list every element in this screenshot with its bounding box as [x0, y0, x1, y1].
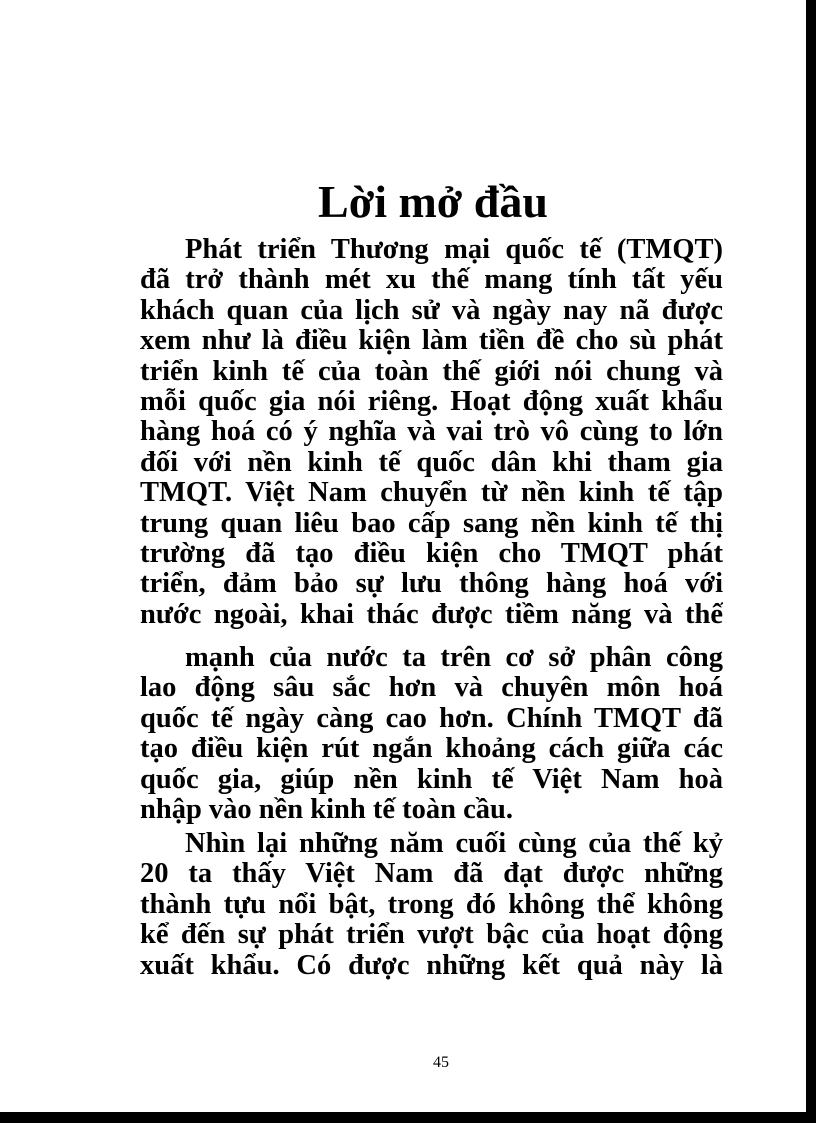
text-line: đối với nền kinh tế quốc dân khi tham gia	[140, 447, 723, 478]
page-title: Lời mở đầu	[318, 176, 548, 227]
text-line: 20 ta thấy Việt Nam đã đạt được những	[140, 859, 723, 890]
paragraph-3	[140, 829, 723, 981]
text-line: hàng hoá có ý nghĩa và vai trò vô cùng to lớn	[140, 417, 723, 448]
scan-edge-right	[806, 0, 816, 1123]
paragraph-2	[140, 643, 723, 825]
text-line: xuất khẩu. Có được những kết quả này là	[140, 950, 723, 981]
scan-edge-bottom	[0, 1112, 816, 1123]
text-line: Phát triển Thương mại quốc tế (TMQT)	[185, 235, 723, 265]
text-line: Nhìn lại những năm cuối cùng của thế kỷ	[185, 829, 723, 859]
text-line: nhập vào nền kinh tế toàn cầu.	[140, 795, 513, 826]
text-line: mỗi quốc gia nói riêng. Hoạt động xuất khẩu	[140, 387, 723, 418]
text-line: đã trở thành mét xu thế mang tính tất yếu	[140, 265, 723, 296]
text-line: nước ngoài, khai thác được tiềm năng và thế	[140, 599, 723, 630]
text-line: TMQT. Việt Nam chuyển từ nền kinh tế tập	[140, 478, 723, 509]
text-line: trường đã tạo điều kiện cho TMQT phát	[140, 539, 723, 570]
text-line: trung quan liêu bao cấp sang nền kinh tế thị	[140, 508, 723, 539]
text-line: mạnh của nước ta trên cơ sở phân công	[185, 643, 723, 673]
text-line: quốc tế ngày càng cao hơn. Chính TMQT đã	[140, 703, 723, 734]
page-number: 45	[433, 1054, 449, 1071]
text-line: triển, đảm bảo sự lưu thông hàng hoá với	[140, 569, 723, 600]
text-line: triển kinh tế của toàn thế giới nói chung và	[140, 356, 723, 387]
text-line: xem như là điều kiện làm tiền đề cho sù phát	[140, 326, 723, 357]
text-line: khách quan của lịch sử và ngày nay nã được	[140, 295, 723, 326]
text-line: lao động sâu sắc hơn và chuyên môn hoá	[140, 673, 723, 704]
text-line: thành tựu nổi bật, trong đó không thể không	[140, 889, 723, 920]
text-line: tạo điều kiện rút ngắn khoảng cách giữa các	[140, 734, 723, 765]
text-line: quốc gia, giúp nền kinh tế Việt Nam hoà	[140, 764, 723, 795]
paragraph-1	[140, 235, 723, 630]
text-line: kể đến sự phát triển vượt bậc của hoạt động	[140, 920, 723, 951]
